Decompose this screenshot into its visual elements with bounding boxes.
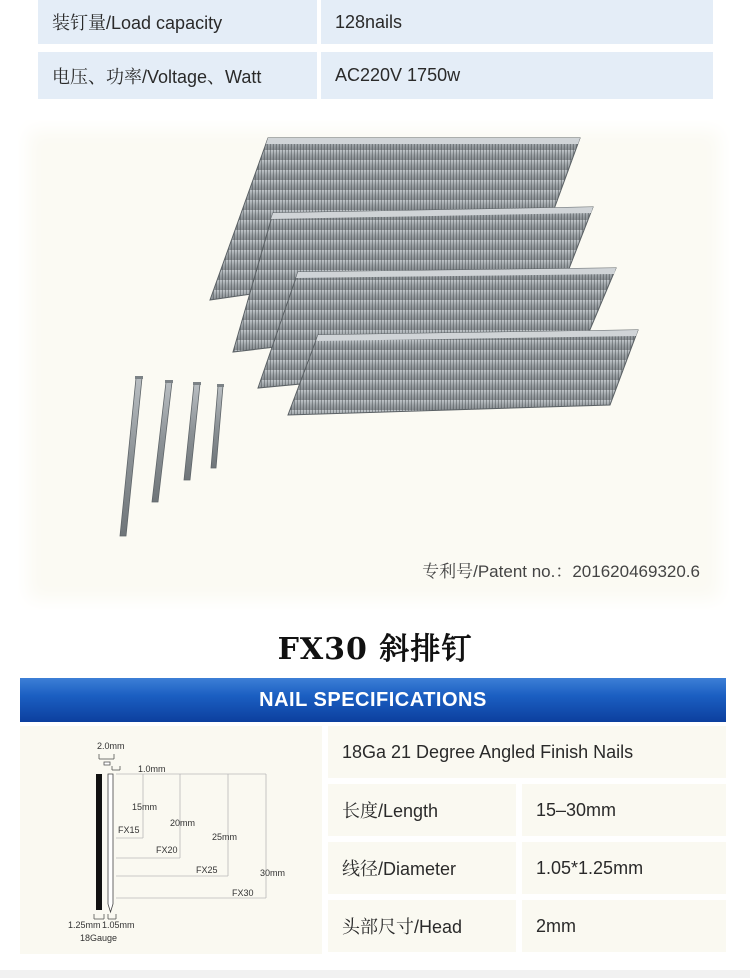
- nail-spec-table: [328, 726, 726, 958]
- fx30-label: FX30: [232, 888, 254, 898]
- single-nail: [152, 380, 173, 502]
- product-image-panel: [18, 120, 730, 610]
- top-spec-table: [38, 0, 713, 107]
- spec-row-voltage: [38, 52, 713, 99]
- nail-dimension-diagram: [20, 726, 322, 954]
- length-15-label: 15mm: [132, 802, 158, 812]
- fx15-label: FX15: [118, 825, 140, 835]
- spec-row-head: [328, 900, 726, 952]
- dimension-drawing: [20, 726, 322, 954]
- nail-strip: [288, 330, 638, 415]
- spec-value: 1.05*1.25mm: [522, 842, 726, 894]
- spec-row-load-capacity: [38, 0, 713, 44]
- length-30-label: 30mm: [260, 868, 286, 878]
- single-nail: [211, 384, 224, 468]
- spec-value: AC220V 1750w: [321, 52, 713, 99]
- fx25-label: FX25: [196, 865, 218, 875]
- nail-front-profile: [108, 774, 113, 912]
- single-nail: [184, 382, 201, 480]
- spec-value: 15–30mm: [522, 784, 726, 836]
- length-20-label: 20mm: [170, 818, 196, 828]
- nail-strips-illustration: [18, 120, 730, 610]
- patent-number: 专利号/Patent no.：201620469320.6: [422, 562, 700, 581]
- single-nail: [120, 376, 143, 536]
- specifications-banner: NAIL SPECIFICATIONS: [20, 678, 726, 722]
- spec-label: 长度/Length: [328, 784, 516, 836]
- spec-label: 头部尺寸/Head: [328, 900, 516, 952]
- dimension-a-label: 1.25mm: [68, 920, 101, 930]
- head-width-label: 2.0mm: [97, 741, 125, 751]
- thickness-label: 1.0mm: [138, 764, 166, 774]
- spec-row-length: [328, 784, 726, 836]
- spec-value: 128nails: [321, 0, 713, 44]
- page-title: FX30 斜排钉: [277, 632, 473, 667]
- spec-label: 电压、功率/Voltage、Watt: [38, 52, 317, 99]
- footer-divider: [0, 970, 750, 978]
- spec-value: 2mm: [522, 900, 726, 952]
- spec-label: 线径/Diameter: [328, 842, 516, 894]
- nail-side-profile: [96, 774, 102, 910]
- spec-row-diameter: [328, 842, 726, 894]
- spec-label: 装钉量/Load capacity: [38, 0, 317, 44]
- dimension-b-label: 1.05mm: [102, 920, 135, 930]
- length-25-label: 25mm: [212, 832, 238, 842]
- fx20-label: FX20: [156, 845, 178, 855]
- gauge-label: 18Gauge: [80, 933, 118, 943]
- nail-description: 18Ga 21 Degree Angled Finish Nails: [328, 726, 726, 778]
